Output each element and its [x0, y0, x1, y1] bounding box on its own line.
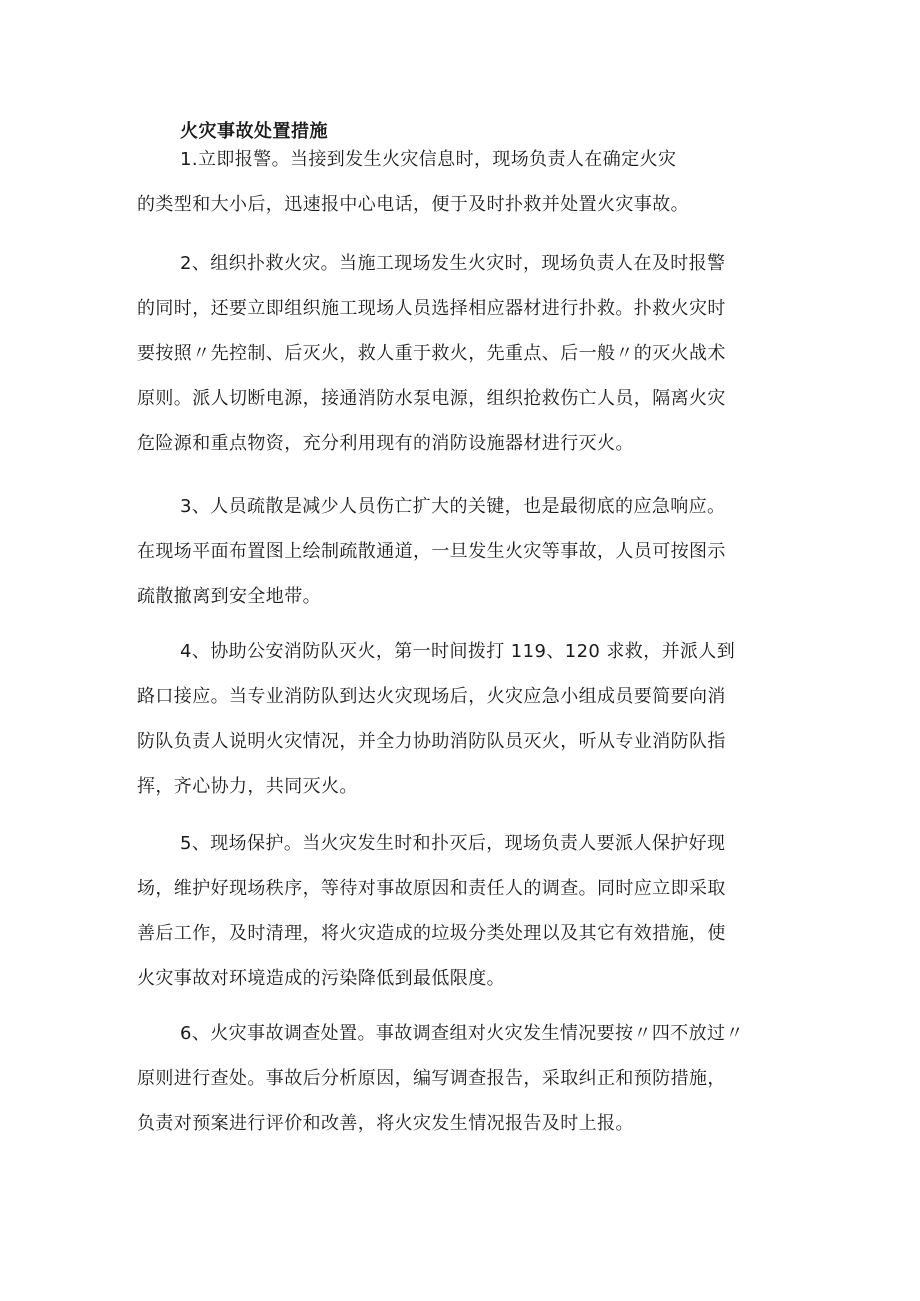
paragraph-line: 原则进行查处。事故后分析原因，编写调查报告，采取纠正和预防措施，: [137, 1068, 726, 1089]
paragraph-line: 在现场平面布置图上绘制疏散通道，一旦发生火灾等事故，人员可按图示: [137, 541, 726, 562]
paragraph-line: 原则。派人切断电源，接通消防水泵电源，组织抢救伤亡人员，隔离火灾: [137, 388, 726, 409]
paragraph-5-scene-protection: [137, 821, 797, 1001]
paragraph-line: 路口接应。当专业消防队到达火灾现场后，火灾应急小组成员要简要向消: [137, 686, 726, 707]
paragraph-4-assist-fire-brigade: [137, 629, 797, 809]
paragraph-6-accident-investigation: [137, 1011, 797, 1146]
document-title: 火灾事故处置措施: [180, 121, 328, 142]
paragraph-line: 5、现场保护。当火灾发生时和扑灭后，现场负责人要派人保护好现: [180, 833, 726, 854]
paragraph-line: 疏散撤离到安全地带。: [137, 586, 321, 607]
paragraph-line: 危险源和重点物资，充分利用现有的消防设施器材进行灭火。: [137, 433, 634, 454]
paragraph-line: 负责对预案进行评价和改善，将火灾发生情况报告及时上报。: [137, 1113, 634, 1134]
paragraph-line: 要按照〃先控制、后灭火，救人重于救火，先重点、后一般〃的灭火战术: [137, 343, 726, 364]
paragraph-3-evacuation: [137, 484, 797, 619]
paragraph-line: 防队负责人说明火灾情况，并全力协助消防队员灭火，听从专业消防队指: [137, 731, 726, 752]
paragraph-line: 3、人员疏散是减少人员伤亡扩大的关键，也是最彻底的应急响应。: [180, 496, 726, 517]
paragraph-line: 1.立即报警。当接到发生火灾信息时，现场负责人在确定火灾: [180, 149, 677, 170]
paragraph-1-immediate-alarm: [137, 137, 797, 227]
paragraph-line: 场，维护好现场秩序，等待对事故原因和责任人的调查。同时应立即采取: [137, 878, 726, 899]
paragraph-line: 6、火灾事故调查处置。事故调查组对火灾发生情况要按〃四不放过〃: [180, 1023, 744, 1044]
paragraph-line: 2、组织扑救火灾。当施工现场发生火灾时，现场负责人在及时报警: [180, 253, 726, 274]
paragraph-line: 火灾事故对环境造成的污染降低到最低限度。: [137, 968, 505, 989]
paragraph-line: 挥，齐心协力，共同灭火。: [137, 776, 358, 797]
paragraph-line: 善后工作，及时清理，将火灾造成的垃圾分类处理以及其它有效措施，使: [137, 923, 726, 944]
paragraph-2-organize-firefighting: [137, 241, 797, 466]
paragraph-line: 的类型和大小后，迅速报中心电话，便于及时扑救并处置火灾事故。: [137, 194, 689, 215]
paragraph-line: 4、协助公安消防队灭火，第一时间拨打 119、120 求救，并派人到: [180, 641, 736, 662]
paragraph-line: 的同时，还要立即组织施工现场人员选择相应器材进行扑救。扑救火灾时: [137, 298, 726, 319]
